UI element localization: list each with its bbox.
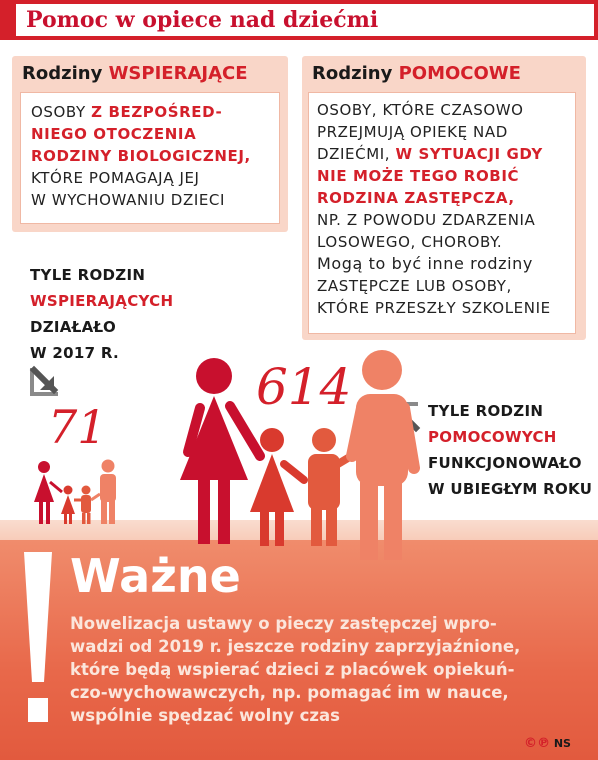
- box-supporting-title-red: WSPIERAJĄCE: [108, 63, 248, 84]
- box-helping-title-red: POMOCOWE: [398, 63, 521, 84]
- note-supporting-line4: W 2017 R.: [30, 344, 119, 362]
- arrow-down-right-icon: [28, 364, 62, 398]
- note-helping: [428, 398, 592, 502]
- box-helping-line: [317, 143, 567, 165]
- box-supporting-highlight-text: NIEGO OTOCZENIA: [31, 125, 197, 143]
- box-helping-text: DZIEĆMI,: [317, 145, 396, 163]
- note-supporting: [30, 262, 173, 366]
- box-helping-body: [308, 92, 576, 334]
- box-helping-title: [312, 62, 521, 86]
- stat-helping-value: 614: [256, 358, 352, 416]
- box-helping-line: [317, 165, 567, 187]
- box-helping-lines: [317, 99, 567, 319]
- box-helping-line: [317, 253, 567, 275]
- stat-supporting-value: 71: [48, 400, 107, 454]
- page-title: Pomoc w opiece nad dziećmi: [16, 4, 594, 36]
- note-helping-line3: FUNKCJONOWAŁO: [428, 454, 582, 472]
- box-supporting-body: [20, 92, 280, 224]
- note-helping-line2: POMOCOWYCH: [428, 428, 557, 446]
- box-supporting-lines: [31, 101, 269, 211]
- box-helping-line: [317, 297, 567, 319]
- box-helping-text: ZASTĘPCZE LUB OSOBY,: [317, 277, 512, 295]
- banner-heading: Ważne: [70, 549, 241, 603]
- banner-text: [70, 612, 592, 727]
- box-supporting-highlight-text: Z BEZPOŚRED-: [91, 103, 223, 121]
- banner-text-line: wspólnie spędzać wolny czas: [70, 706, 340, 725]
- box-supporting-text: KTÓRE POMAGAJĄ JEJ: [31, 169, 200, 187]
- box-helping-line: [317, 121, 567, 143]
- credits: [524, 736, 571, 751]
- box-helping-families: [302, 56, 586, 340]
- note-supporting-line2: WSPIERAJĄCYCH: [30, 292, 174, 310]
- box-helping-line: [317, 209, 567, 231]
- box-helping-title-plain: Rodziny: [312, 63, 399, 84]
- box-supporting-families: [12, 56, 288, 232]
- banner-text-line: czo-wychowawczych, np. pomagać im w nauce,: [70, 683, 509, 702]
- box-helping-highlight-text: W SYTUACJI GDY: [395, 145, 543, 163]
- box-helping-line: [317, 99, 567, 121]
- small-family-illustration: [28, 458, 124, 528]
- note-helping-line1: TYLE RODZIN: [428, 402, 544, 420]
- box-helping-text: OSOBY, KTÓRE CZASOWO: [317, 101, 524, 119]
- box-helping-text: PRZEJMUJĄ OPIEKĘ NAD: [317, 123, 508, 141]
- banner-text-line: które będą wspierać dzieci z placówek opiekuń-: [70, 660, 515, 679]
- box-helping-text: NP. Z POWODU ZDARZENIA: [317, 211, 536, 229]
- box-supporting-text: W WYCHOWANIU DZIECI: [31, 191, 226, 209]
- box-helping-line: [317, 275, 567, 297]
- banner-text-line: Nowelizacja ustawy o pieczy zastępczej wpro-: [70, 614, 497, 633]
- box-helping-line: [317, 187, 567, 209]
- banner-text-line: wadzi od 2019 r. jeszcze rodziny zaprzyjaźnione,: [70, 637, 521, 656]
- box-supporting-line: [31, 189, 269, 211]
- box-supporting-line: [31, 123, 269, 145]
- banner-text-lines: [70, 612, 592, 727]
- large-family-illustration: [172, 348, 420, 570]
- box-supporting-title: [22, 62, 248, 86]
- box-supporting-line: [31, 167, 269, 189]
- credits-symbols: ©℗: [524, 736, 550, 751]
- box-supporting-highlight-text: RODZINY BIOLOGICZNEJ,: [31, 147, 251, 165]
- note-supporting-line1: TYLE RODZIN: [30, 266, 146, 284]
- box-helping-highlight-text: RODZINA ZASTĘPCZA,: [317, 189, 515, 207]
- box-helping-line: [317, 231, 567, 253]
- box-helping-highlight-text: NIE MOŻE TEGO ROBIĆ: [317, 167, 520, 185]
- note-helping-line4: W UBIEGŁYM ROKU: [428, 480, 593, 498]
- box-supporting-text: OSOBY: [31, 103, 92, 121]
- note-supporting-line3: DZIAŁAŁO: [30, 318, 117, 336]
- box-helping-text: Mogą to być inne rodziny: [317, 254, 533, 273]
- box-supporting-line: [31, 101, 269, 123]
- box-helping-text: LOSOWEGO, CHOROBY.: [317, 233, 503, 251]
- credits-author: NS: [553, 737, 571, 750]
- box-supporting-line: [31, 145, 269, 167]
- box-supporting-title-plain: Rodziny: [22, 63, 109, 84]
- exclamation-icon: [20, 552, 56, 732]
- box-helping-text: KTÓRE PRZESZŁY SZKOLENIE: [317, 299, 551, 317]
